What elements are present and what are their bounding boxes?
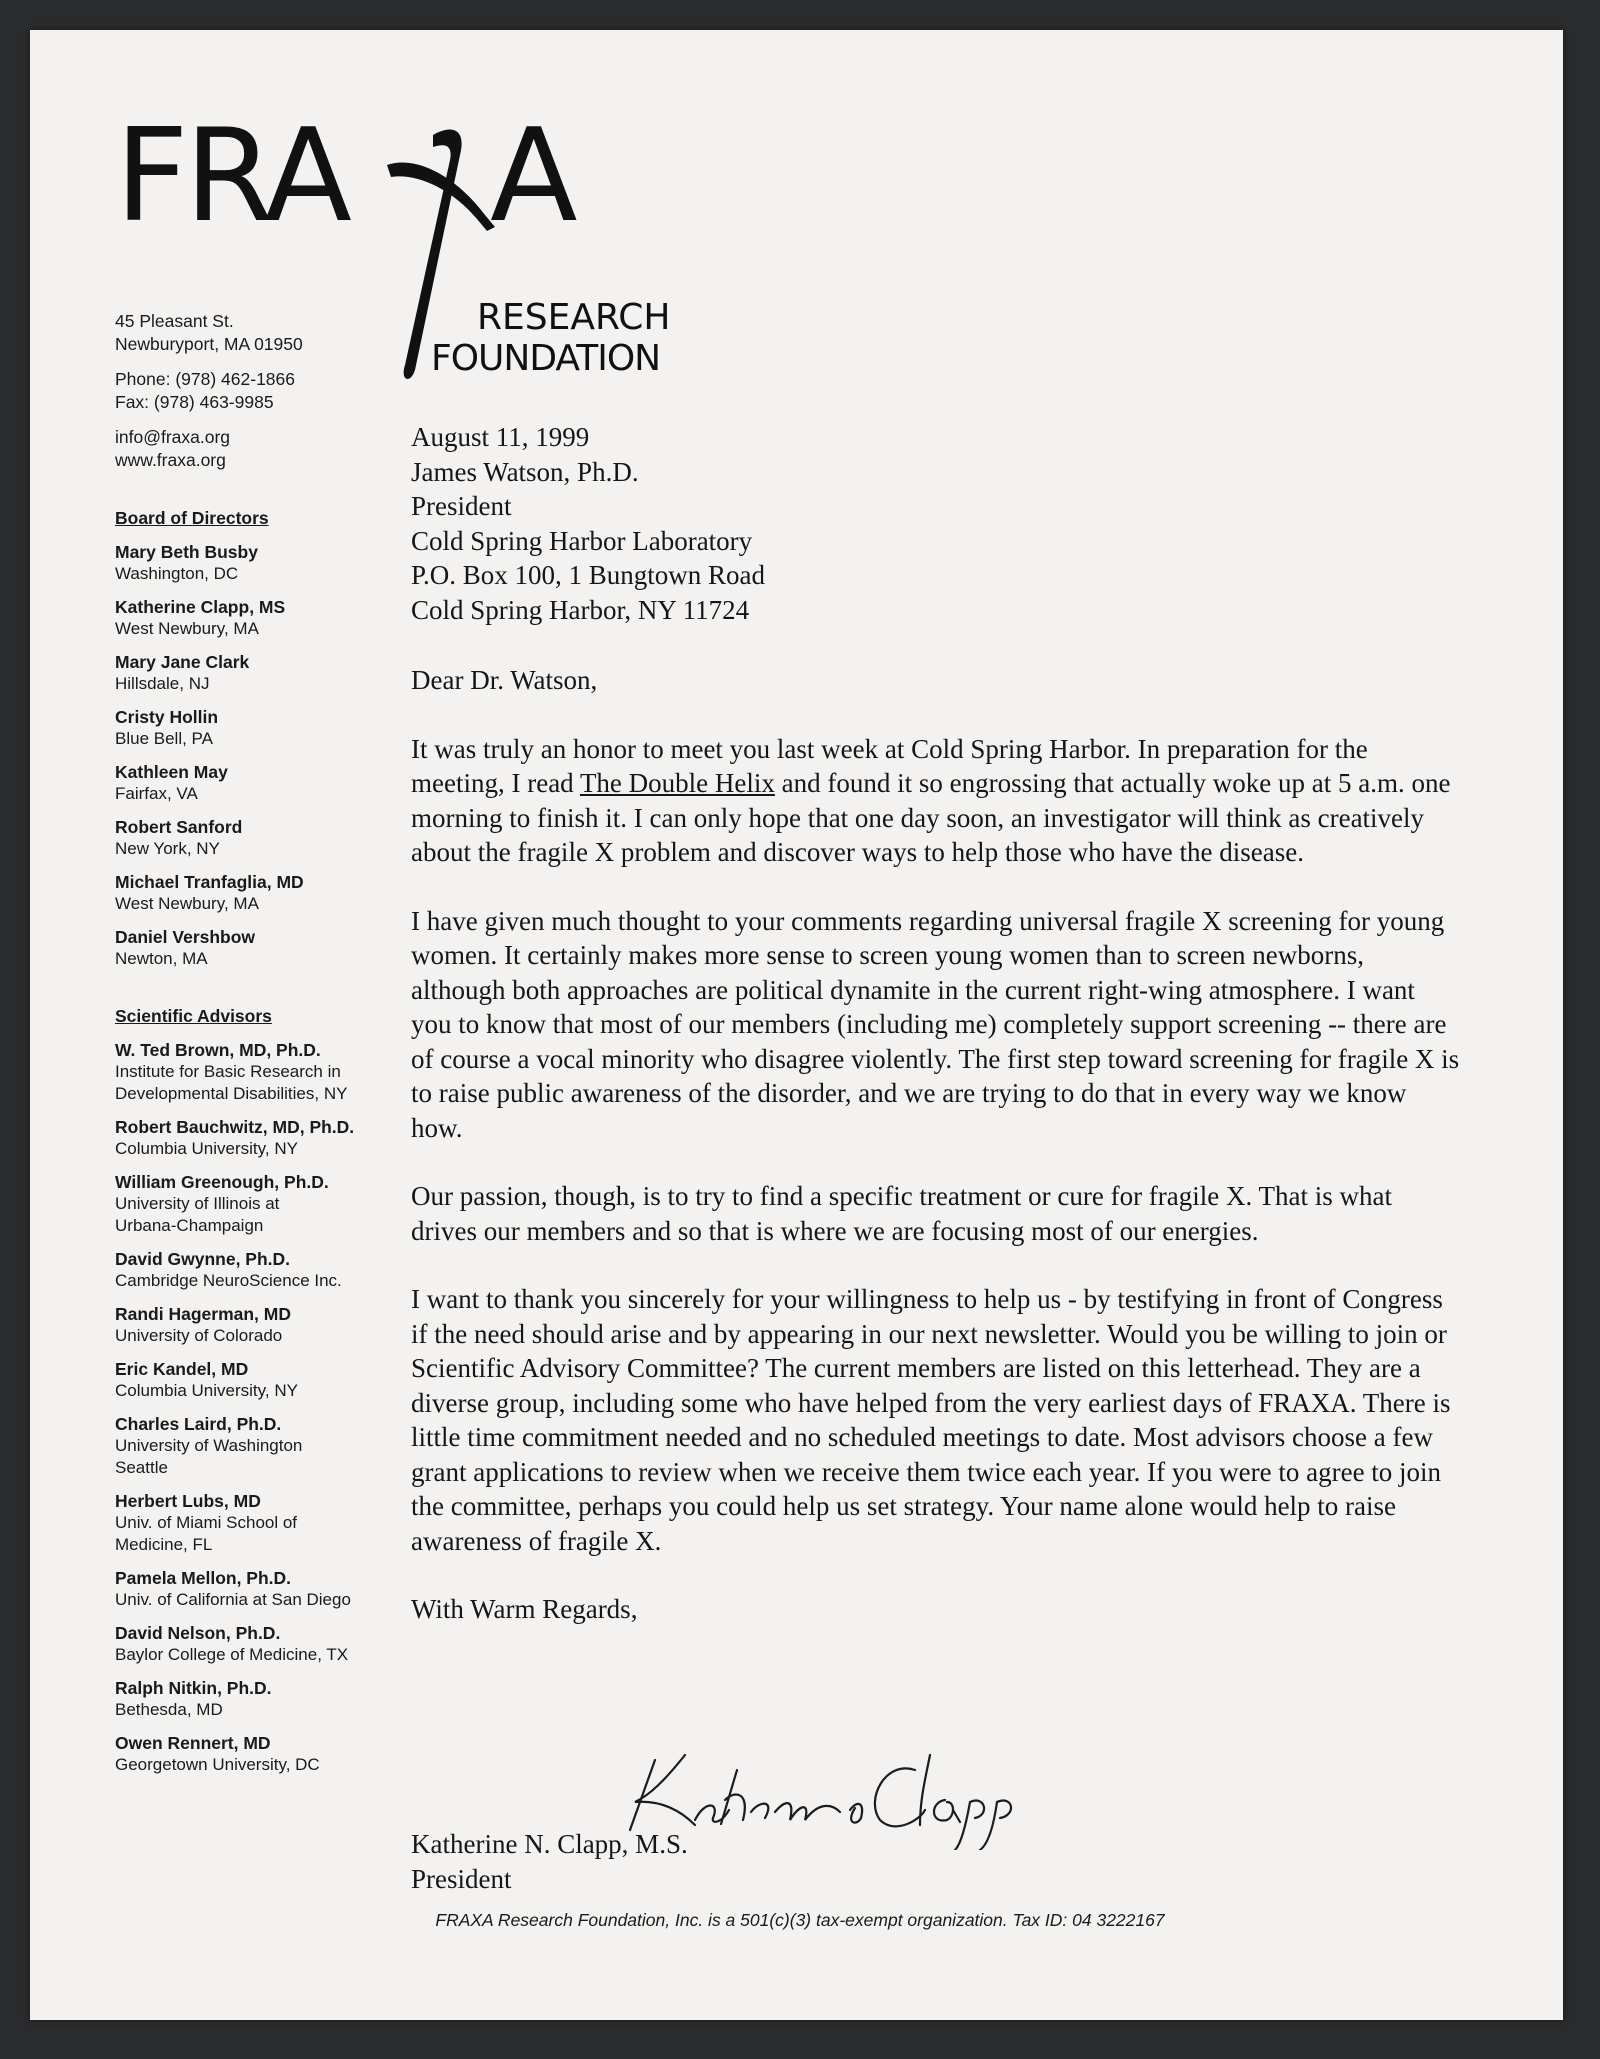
logo-a: A — [490, 115, 574, 251]
fax-line: Fax: (978) 463-9985 — [115, 392, 274, 412]
board-affiliation: Newton, MA — [115, 949, 208, 968]
advisor-entry — [115, 1413, 415, 1479]
board-name: Katherine Clapp, MS — [115, 597, 286, 617]
board-entry — [115, 651, 415, 695]
board-entry — [115, 816, 415, 860]
advisor-affiliation: Bethesda, MD — [115, 1700, 223, 1719]
board-affiliation: Hillsdale, NJ — [115, 674, 210, 693]
board-name: Robert Sanford — [115, 817, 243, 837]
advisor-name: Eric Kandel, MD — [115, 1359, 249, 1379]
signer-name: Katherine N. Clapp, M.S. — [411, 1829, 688, 1859]
advisor-affiliation: Columbia University, NY — [115, 1381, 298, 1400]
advisor-name: David Gwynne, Ph.D. — [115, 1249, 291, 1269]
signature — [625, 1740, 1055, 1850]
board-name: Mary Jane Clark — [115, 652, 250, 672]
letter-body — [411, 420, 1461, 1627]
board-list — [115, 541, 415, 970]
tax-footer: FRAXA Research Foundation, Inc. is a 501(c)(3) tax-exempt organization. Tax ID: 04 3222167 — [435, 1910, 1165, 1930]
board-name: Michael Tranfaglia, MD — [115, 872, 304, 892]
advisor-name: W. Ted Brown, MD, Ph.D. — [115, 1040, 321, 1060]
letter-page — [30, 30, 1563, 2020]
board-entry — [115, 926, 415, 970]
paragraph-1 — [411, 732, 1461, 870]
recipient-line: President — [411, 491, 512, 521]
logo-fra: FRA — [115, 115, 348, 251]
advisor-affiliation: University of Washington — [115, 1436, 303, 1455]
board-affiliation: New York, NY — [115, 839, 220, 858]
advisor-entry — [115, 1622, 415, 1666]
advisor-entry — [115, 1248, 415, 1292]
board-heading: Board of Directors — [115, 508, 269, 528]
letterhead-sidebar — [115, 310, 415, 1787]
board-name: Daniel Vershbow — [115, 927, 256, 947]
board-entry — [115, 706, 415, 750]
address-block — [115, 310, 415, 356]
advisor-name: Randi Hagerman, MD — [115, 1304, 291, 1324]
closing: With Warm Regards, — [411, 1594, 638, 1624]
phone-line: Phone: (978) 462-1866 — [115, 369, 295, 389]
advisor-name: David Nelson, Ph.D. — [115, 1623, 281, 1643]
p1-text: and found it so engrossing that actually woke up at 5 a.m. one morning to finish it. I can only hope that one day soon, an investigator will think as creatively about the fragile X problem and discover ways to help those who have the disease. — [411, 768, 1451, 867]
board-entry — [115, 541, 415, 585]
advisor-entry — [115, 1303, 415, 1347]
street-line: 45 Pleasant St. — [115, 311, 234, 331]
website-line: www.fraxa.org — [115, 450, 226, 470]
board-affiliation: West Newbury, MA — [115, 894, 259, 913]
letter-date: August 11, 1999 — [411, 422, 590, 452]
web-block — [115, 426, 415, 472]
advisor-list — [115, 1039, 415, 1776]
advisor-affiliation: Developmental Disabilities, NY — [115, 1084, 348, 1103]
advisor-entry — [115, 1358, 415, 1402]
board-entry — [115, 871, 415, 915]
signer-block — [411, 1827, 688, 1897]
advisor-affiliation: Seattle — [115, 1458, 168, 1477]
advisor-affiliation: Univ. of California at San Diego — [115, 1590, 351, 1609]
advisor-entry — [115, 1677, 415, 1721]
advisor-entry — [115, 1171, 415, 1237]
board-affiliation: West Newbury, MA — [115, 619, 259, 638]
advisor-affiliation: Institute for Basic Research in — [115, 1062, 341, 1081]
advisor-name: Herbert Lubs, MD — [115, 1491, 261, 1511]
advisor-entry — [115, 1116, 415, 1160]
advisor-name: William Greenough, Ph.D. — [115, 1172, 329, 1192]
board-name: Mary Beth Busby — [115, 542, 258, 562]
advisor-name: Robert Bauchwitz, MD, Ph.D. — [115, 1117, 355, 1137]
advisor-name: Owen Rennert, MD — [115, 1733, 271, 1753]
signer-title: President — [411, 1864, 512, 1894]
board-affiliation: Blue Bell, PA — [115, 729, 213, 748]
book-title: The Double Helix — [579, 768, 775, 798]
contact-block — [115, 368, 415, 414]
city-line: Newburyport, MA 01950 — [115, 334, 303, 354]
recipient-line: Cold Spring Harbor, NY 11724 — [411, 594, 750, 625]
salutation: Dear Dr. Watson, — [411, 665, 598, 695]
advisor-name: Charles Laird, Ph.D. — [115, 1414, 282, 1434]
advisor-affiliation: Georgetown University, DC — [115, 1755, 320, 1774]
board-affiliation: Washington, DC — [115, 564, 239, 583]
advisors-heading: Scientific Advisors — [115, 1006, 272, 1026]
board-name: Kathleen May — [115, 762, 228, 782]
advisor-affiliation: Cambridge NeuroScience Inc. — [115, 1271, 342, 1290]
advisor-name: Ralph Nitkin, Ph.D. — [115, 1678, 272, 1698]
recipient-line: Cold Spring Harbor Laboratory — [411, 525, 753, 556]
board-entry — [115, 761, 415, 805]
advisor-entry — [115, 1039, 415, 1105]
advisor-affiliation: Baylor College of Medicine, TX — [115, 1645, 349, 1664]
board-affiliation: Fairfax, VA — [115, 784, 198, 803]
recipient-line: P.O. Box 100, 1 Bungtown Road — [411, 560, 766, 590]
advisor-affiliation: Urbana-Champaign — [115, 1216, 264, 1235]
advisor-name: Pamela Mellon, Ph.D. — [115, 1568, 292, 1588]
board-name: Cristy Hollin — [115, 707, 219, 727]
advisor-entry — [115, 1732, 415, 1776]
p1-text: It was truly an honor to meet you last week at Cold Spring Harbor. In preparation for the meeting, I read — [411, 733, 1368, 798]
advisor-entry — [115, 1490, 415, 1556]
advisor-affiliation: Medicine, FL — [115, 1535, 213, 1554]
recipient-line: James Watson, Ph.D. — [411, 456, 639, 487]
advisor-affiliation: Columbia University, NY — [115, 1139, 298, 1158]
advisor-affiliation: University of Colorado — [115, 1326, 283, 1345]
paragraph-3: Our passion, though, is to try to find a specific treatment or cure for fragile X. That is what drives our members and so that is where we are focusing most of our energies. — [411, 1181, 1392, 1246]
recipient-block — [411, 420, 1461, 627]
logo-research: RESEARCH — [477, 297, 671, 338]
advisor-entry — [115, 1567, 415, 1611]
board-entry — [115, 596, 415, 640]
paragraph-2: I have given much thought to your comments regarding universal fragile X screening for young women. It certainly makes more sense to screen young women than to screen newborns, although both approaches are political dynamite in the current right-wing atmosphere. I want you to know that most of our members (including me) completely support screening -- there are of course a vocal minority who disagree violently. The first step toward screening for fragile X is to raise public awareness of the disorder, and we are trying to do that in every way we know how. — [411, 905, 1460, 1143]
paragraph-4: I want to thank you sincerely for your willingness to help us - by testifying in front of Congress if the need should arise and by appearing in our next newsletter. Would you be willing to join or Scientific Advisory Committee? The current members are listed on this letterhead. They are a diverse group, including some who have helped from the very earliest days of FRAXA. There is little time commitment needed and no scheduled meetings to date. Most advisors choose a few grant applications to review when we receive them twice each year. If you were to agree to join the committee, perhaps you could help us set strategy. Your name alone would help to raise awareness of fragile X. — [411, 1284, 1451, 1556]
logo-foundation: FOUNDATION — [431, 338, 661, 379]
advisor-affiliation: Univ. of Miami School of — [115, 1513, 298, 1532]
advisor-affiliation: University of Illinois at — [115, 1194, 280, 1213]
email-line: info@fraxa.org — [115, 427, 231, 447]
